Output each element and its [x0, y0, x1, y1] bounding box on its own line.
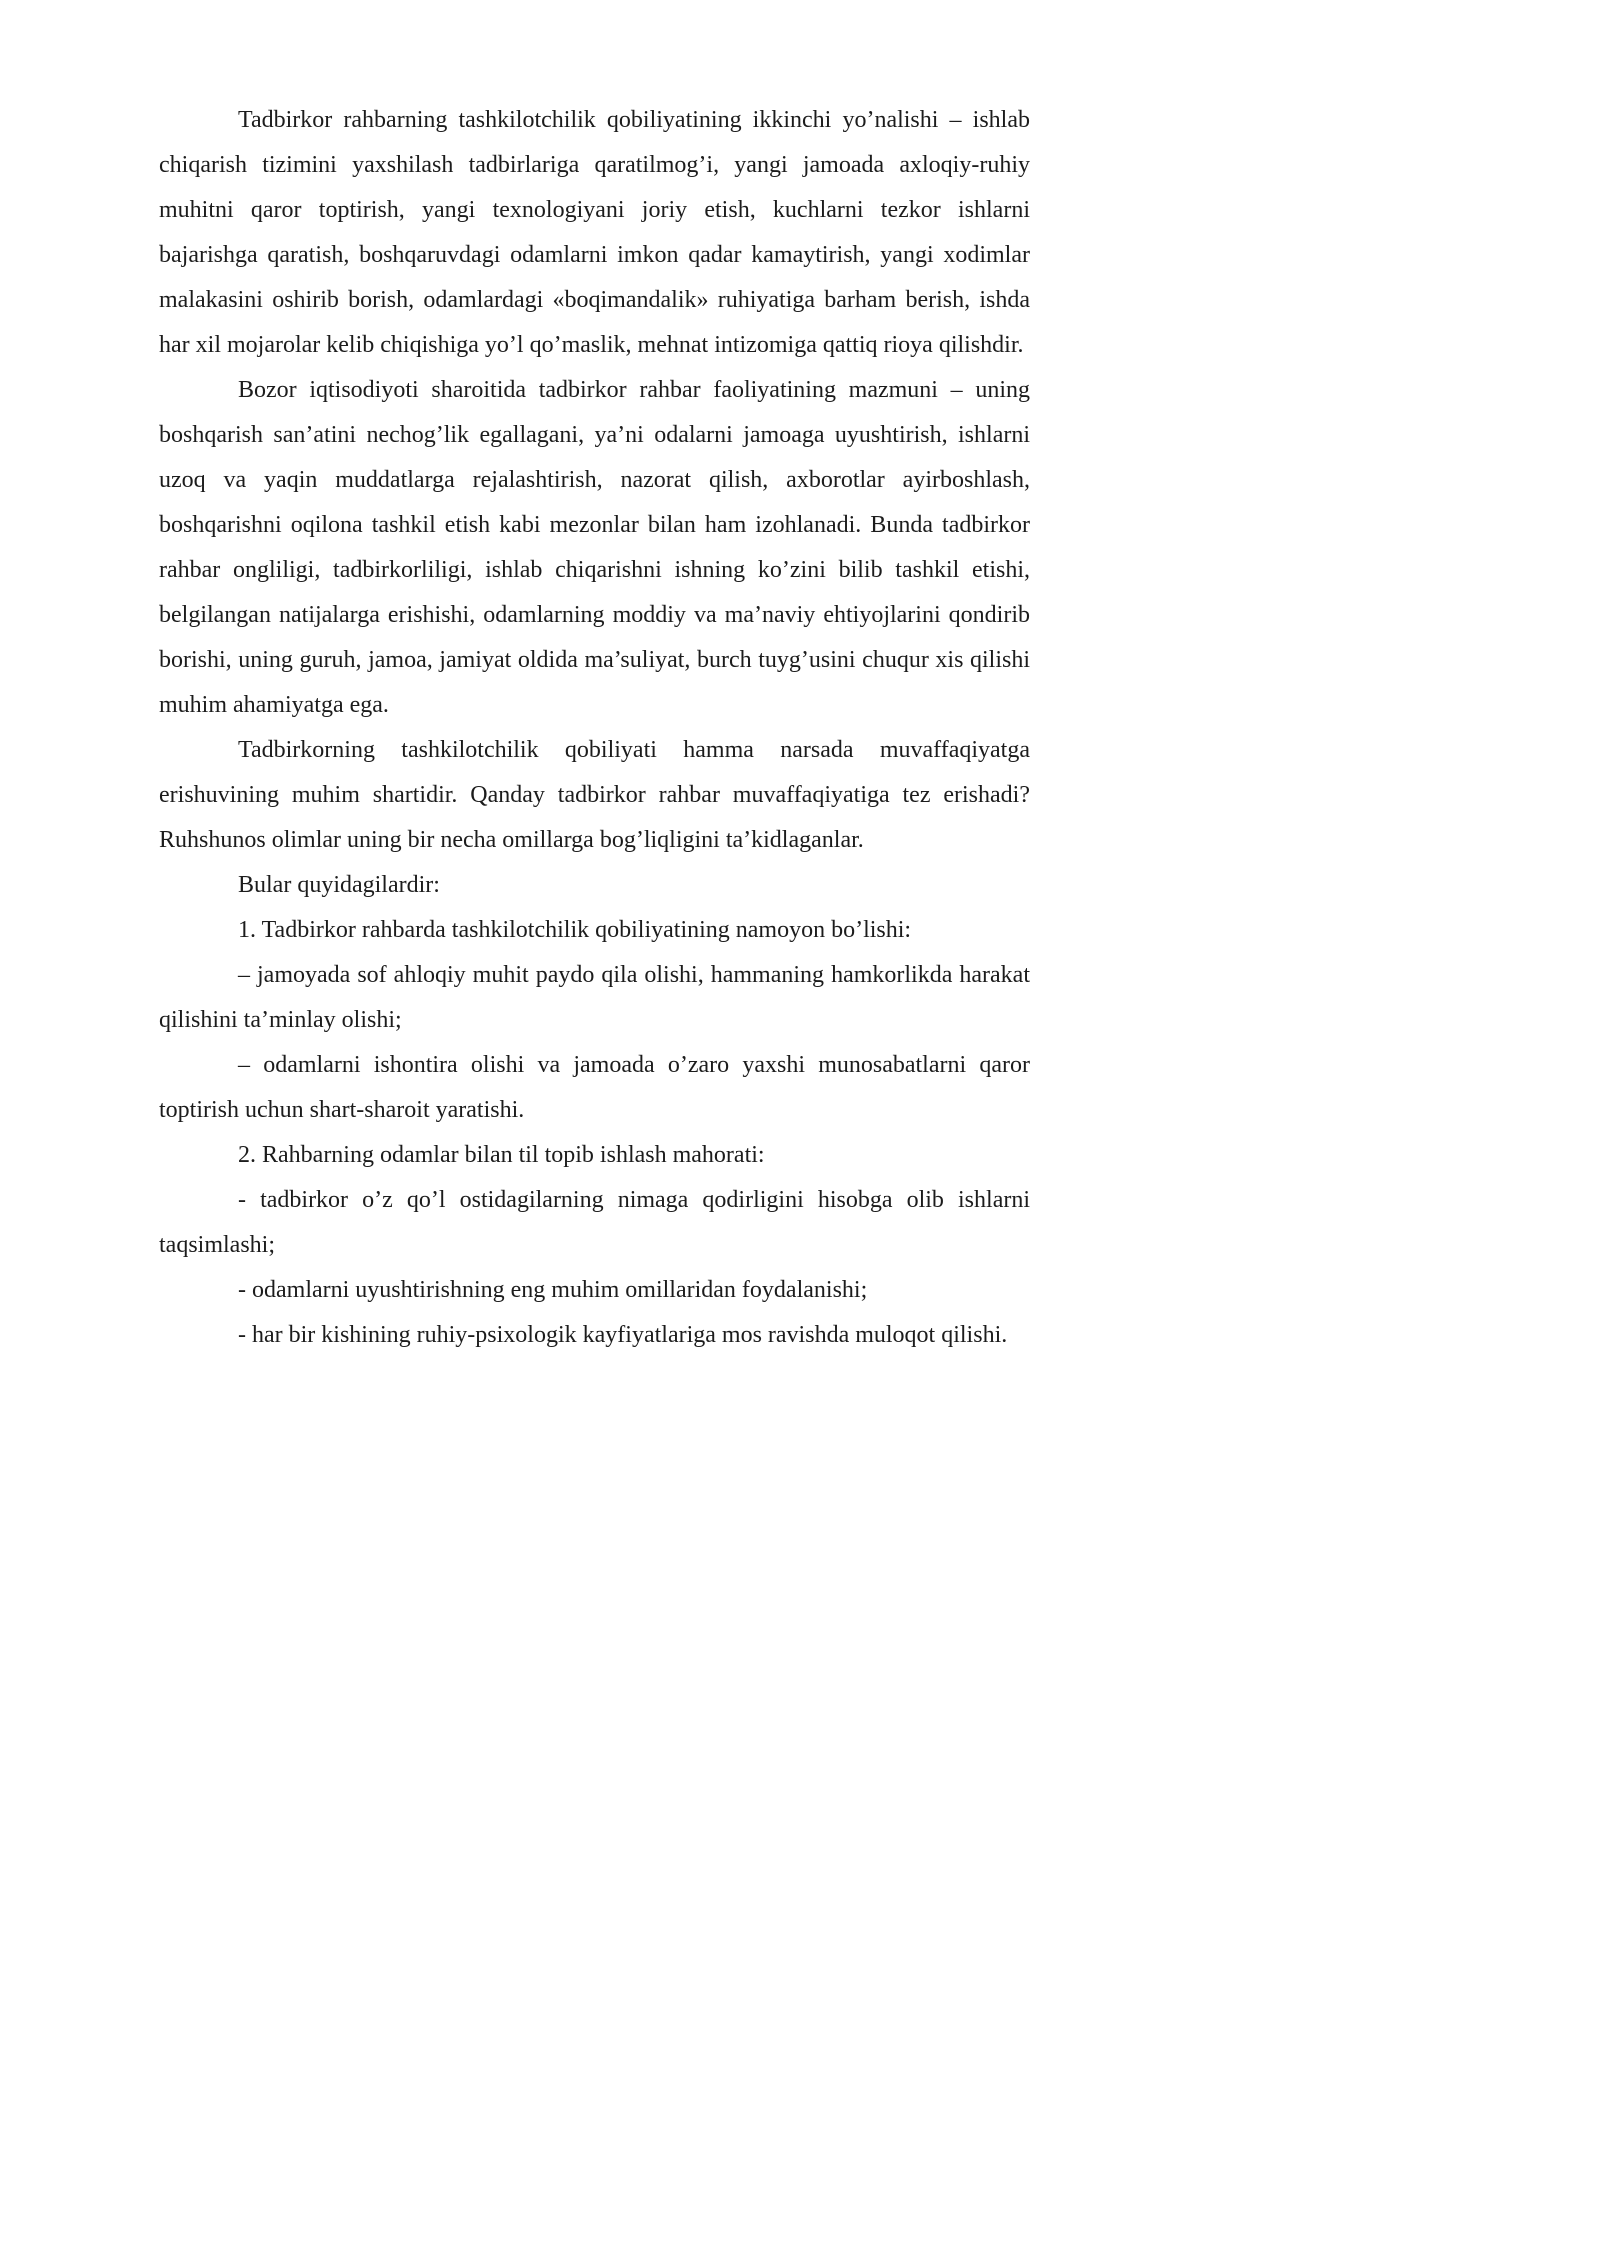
paragraph-3: Tadbirkorning tashkilotchilik qobiliyati hamma narsada muvaffaqiyatga erishuvining muhim shartidir. Qanday tadbirkor rahbar muvaffaqiyatiga tez erishadi? Ruhshunos olimlar uning bir necha omillarga bog’liqligini ta’kidlaganlar. [159, 737, 1030, 853]
list-item: – odamlarni ishontira olishi va jamoada o’zaro yaxshi munosabatlarni qaror toptirish uchun shart-sharoit yaratishi. [159, 1052, 1030, 1123]
list-item: - tadbirkor o’z qo’l ostidagilarning nimaga qodirligini hisobga olib ishlarni taqsimlashi; [159, 1187, 1030, 1258]
paragraph-1: Tadbirkor rahbarning tashkilotchilik qobiliyatining ikkinchi yo’nalishi – ishlab chiqarish tizimini yaxshilash tadbirlariga qaratilmog’i, yangi jamoada axloqiy-ruhiy muhitni qaror toptirish, yangi texnologiyani joriy etish, kuchlarni tezkor ishlarni bajarishga qaratish, boshqaruvdagi odamlarni imkon qadar kamaytirish, yangi xodimlar malakasini oshirib borish, odamlardagi «boqimandalik» ruhiyatiga barham berish, ishda har xil mojarolar kelib chiqishiga yo’l qo’maslik, mehnat intizomiga qattiq rioya qilishdir. [159, 107, 1030, 358]
list-heading-2: 2. Rahbarning odamlar bilan til topib ishlash mahorati: [238, 1142, 765, 1168]
list-item: - har bir kishining ruhiy-psixologik kayfiyatlariga mos ravishda muloqot qilishi. [238, 1322, 1008, 1348]
paragraph-2: Bozor iqtisodiyoti sharoitida tadbirkor rahbar faoliyatining mazmuni – uning boshqarish san’atini nechog’lik egallagani, ya’ni odalarni jamoaga uyushtirish, ishlarni uzoq va yaqin muddatlarga rejalashtirish, nazorat qilish, axborotlar ayirboshlash, boshqarishni oqilona tashkil etish kabi mezonlar bilan ham izohlanadi. Bunda tadbirkor rahbar ongliligi, tadbirkorliligi, ishlab chiqarishni ishning ko’zini bilib tashkil etishi, belgilangan natijalarga erishishi, odamlarning moddiy va ma’naviy ehtiyojlarini qondirib borishi, uning guruh, jamoa, jamiyat oldida ma’suliyat, burch tuyg’usini chuqur xis qilishi muhim ahamiyatga ega. [159, 377, 1030, 718]
document-body [159, 98, 1030, 1358]
document-page [0, 0, 1106, 1600]
list-heading-1: 1. Tadbirkor rahbarda tashkilotchilik qobiliyatining namoyon bo’lishi: [238, 917, 912, 943]
list-item: – jamoyada sof ahloqiy muhit paydo qila olishi, hammaning hamkorlikda harakat qilishini ta’minlay olishi; [159, 962, 1030, 1033]
paragraph-4: Bular quyidagilardir: [238, 872, 440, 898]
list-item: - odamlarni uyushtirishning eng muhim omillaridan foydalanishi; [238, 1277, 868, 1303]
